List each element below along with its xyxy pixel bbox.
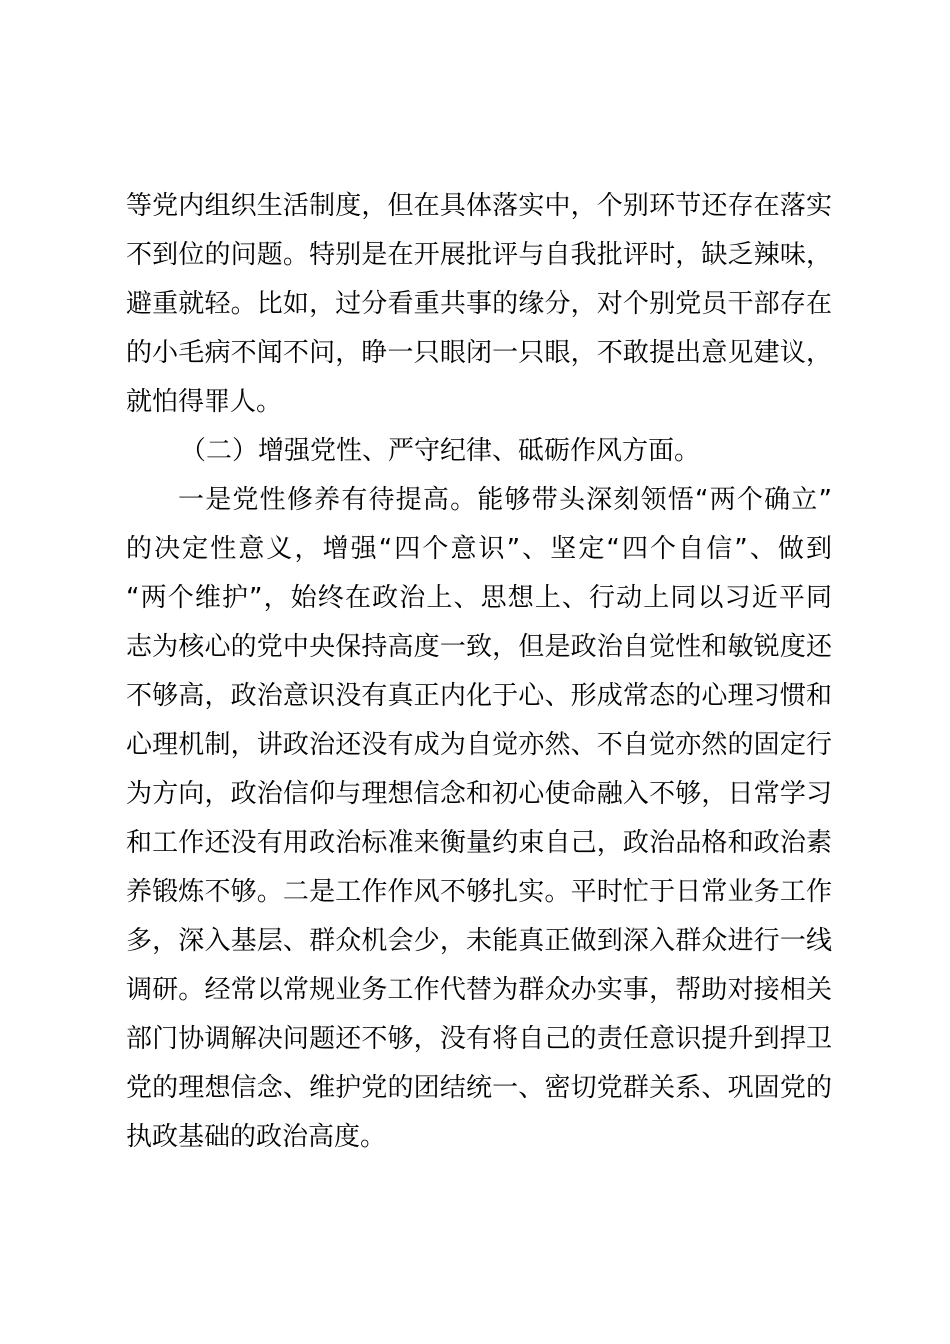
text-line: 为方向，政治信仰与理想信念和初心使命融入不够，日常学习	[126, 779, 832, 809]
text-line: 部门协调解决问题还不够，没有将自己的责任意识提升到捍卫	[126, 1024, 832, 1054]
text-line: 调研。经常以常规业务工作代替为群众办实事，帮助对接相关	[126, 975, 832, 1005]
text-line: 避重就轻。比如，过分看重共事的缘分，对个别党员干部存在	[126, 289, 832, 319]
section-heading: （二）增强党性、严守纪律、砥砺作风方面。	[180, 436, 701, 466]
text-line: 多，深入基层、群众机会少，未能真正做到深入群众进行一线	[126, 926, 832, 956]
text-line: 一是党性修养有待提高。能够带头深刻领悟“两个确立”	[178, 485, 832, 515]
text-line: 的决定性意义，增强“四个意识”、坚定“四个自信”、做到	[126, 534, 832, 564]
text-line: 就怕得罪人。	[126, 387, 283, 417]
text-line: 和工作还没有用政治标准来衡量约束自己，政治品格和政治素	[126, 828, 832, 858]
text-line: 的小毛病不闻不问，睁一只眼闭一只眼，不敢提出意见建议，	[126, 338, 832, 368]
text-line: 党的理想信念、维护党的团结统一、密切党群关系、巩固党的	[126, 1073, 832, 1103]
text-line: 志为核心的党中央保持高度一致，但是政治自觉性和敏锐度还	[126, 632, 832, 662]
text-line: 不到位的问题。特别是在开展批评与自我批评时，缺乏辣味，	[126, 240, 832, 270]
text-line: 等党内组织生活制度，但在具体落实中，个别环节还存在落实	[126, 191, 832, 221]
text-line: “两个维护”，始终在政治上、思想上、行动上同以习近平同	[126, 583, 832, 613]
text-line: 养锻炼不够。二是工作作风不够扎实。平时忙于日常业务工作	[126, 877, 832, 907]
text-line: 执政基础的政治高度。	[126, 1122, 387, 1152]
text-line: 心理机制，讲政治还没有成为自觉亦然、不自觉亦然的固定行	[126, 730, 832, 760]
text-line: 不够高，政治意识没有真正内化于心、形成常态的心理习惯和	[126, 681, 832, 711]
